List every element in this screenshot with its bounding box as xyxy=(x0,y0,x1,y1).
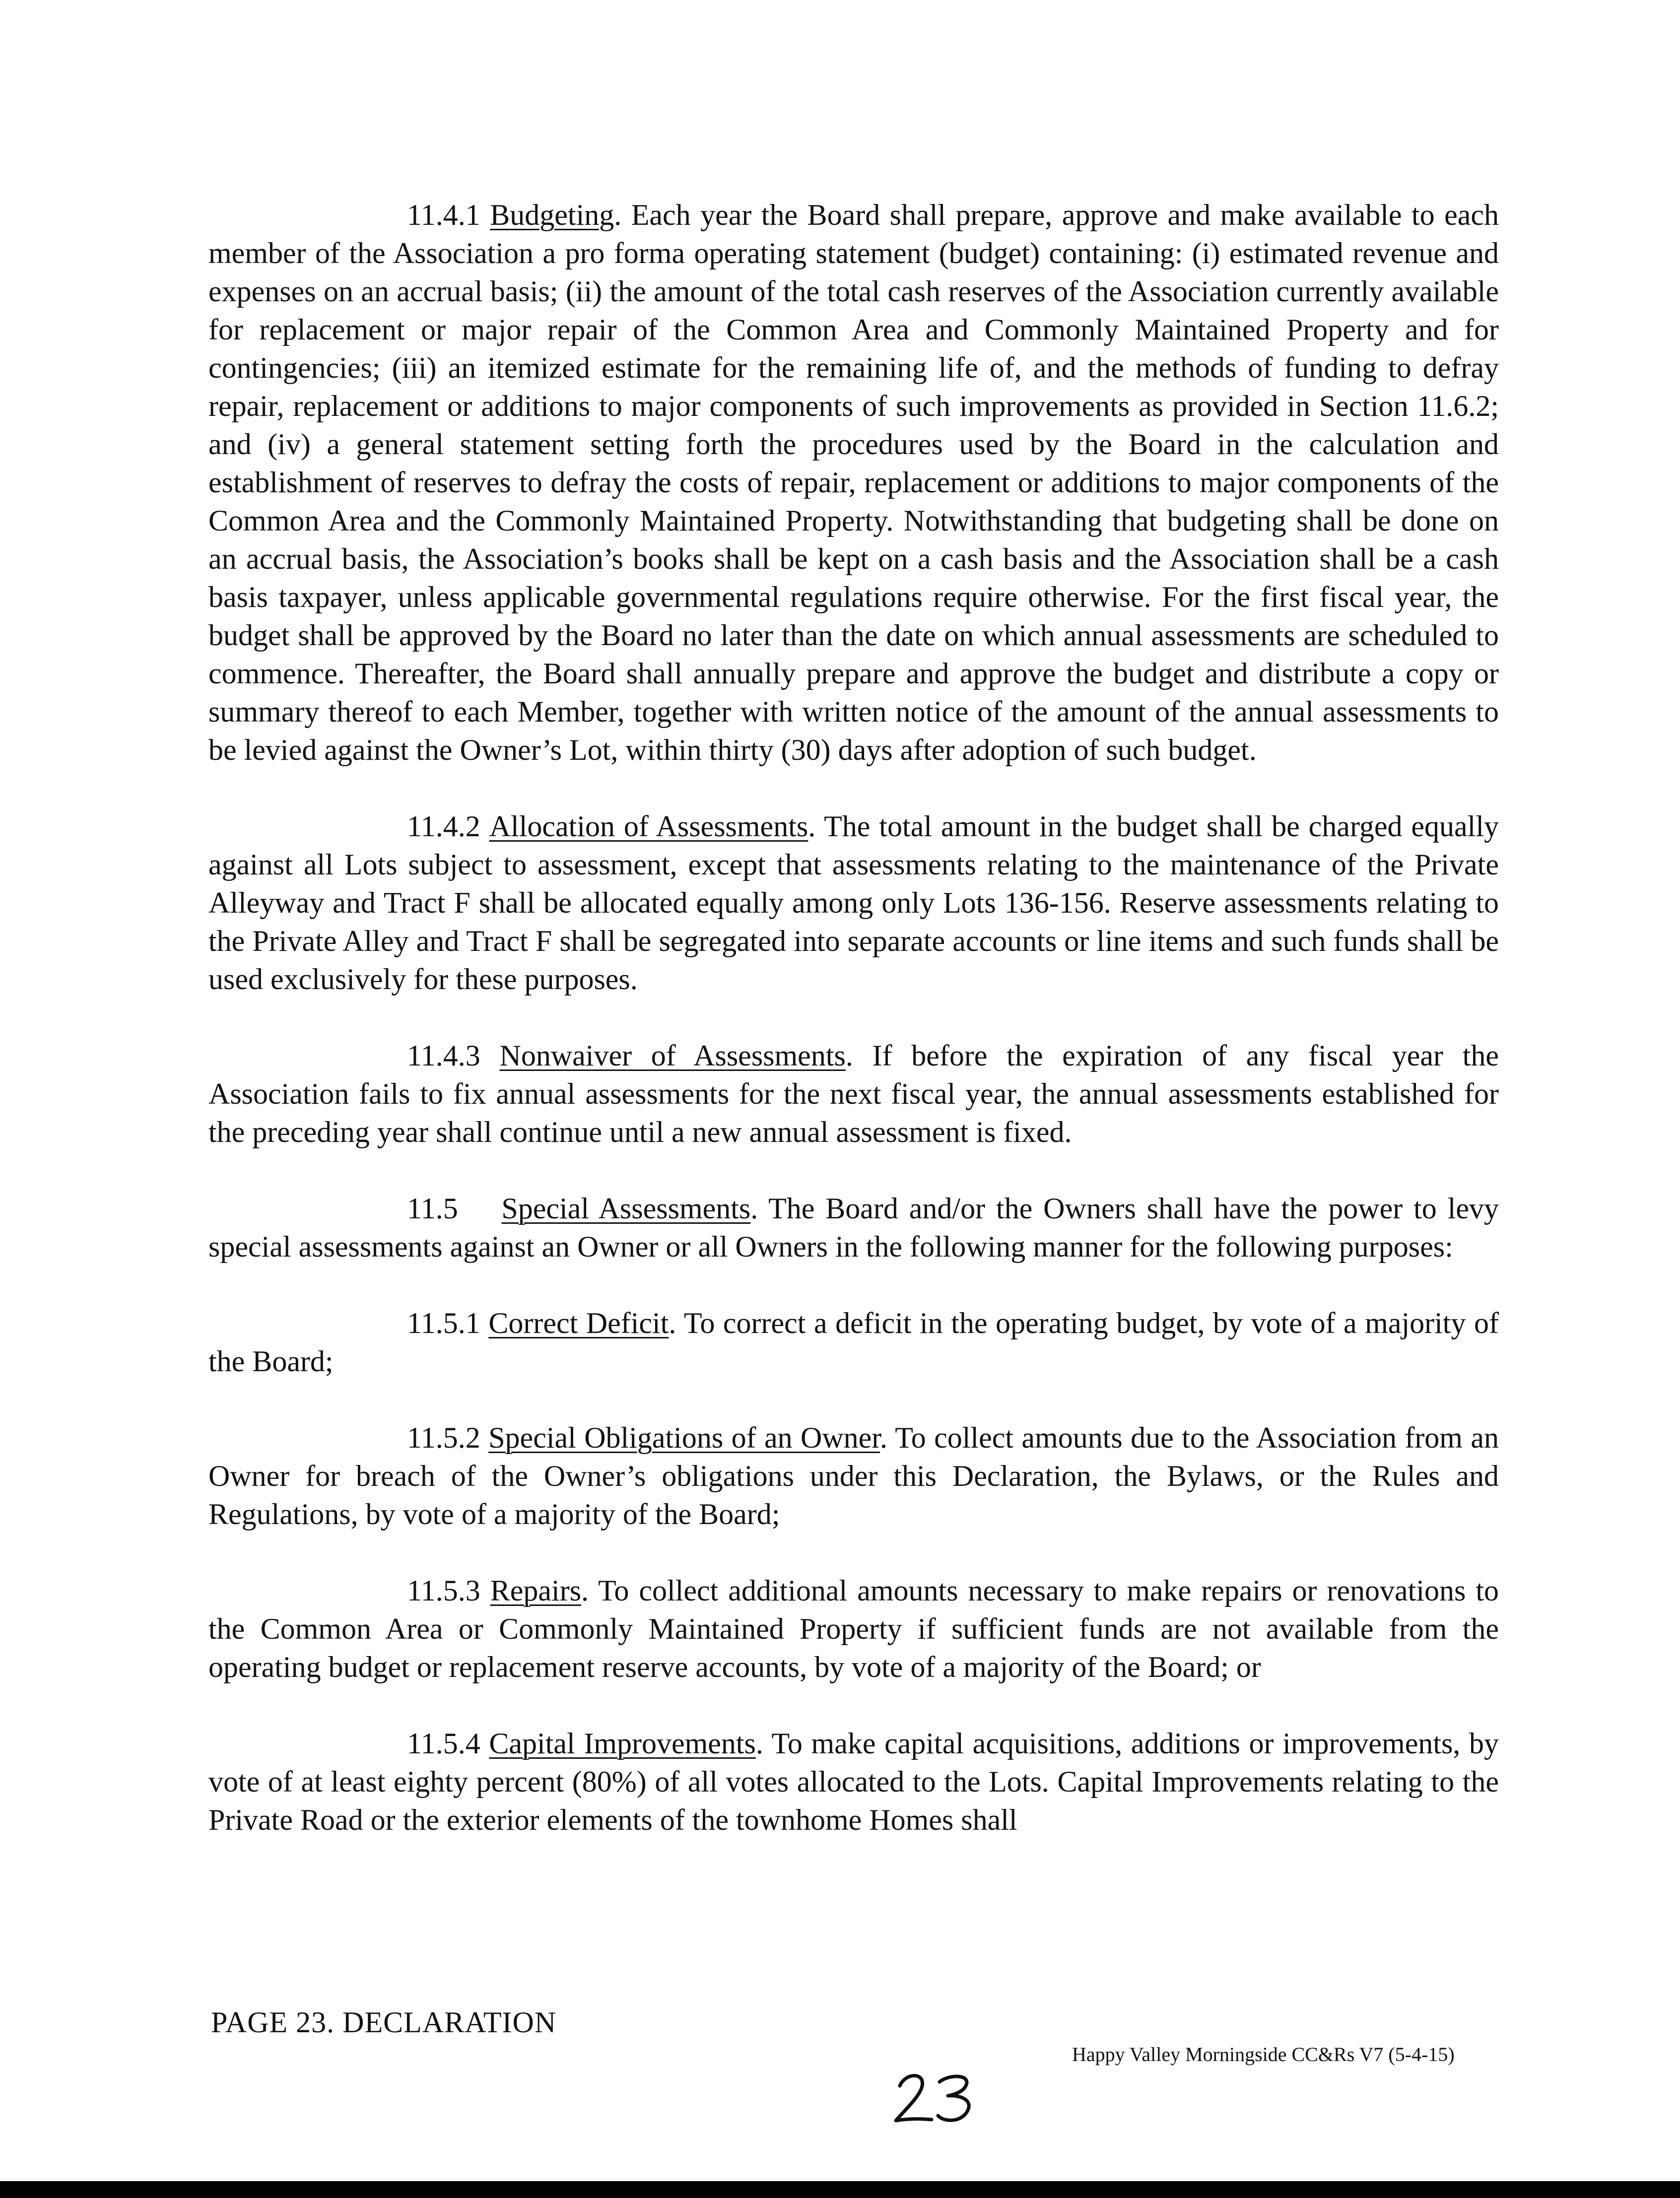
section-number: 11.5 xyxy=(407,1192,458,1225)
section-11-4-2 xyxy=(208,807,1499,999)
section-11-5-1 xyxy=(208,1304,1499,1381)
section-text: . To collect amounts due to the Association from an Owner for breach of the Owner’s obligations under this Declaration, the Bylaws, or the Rules and Regulations, by vote of a majority of the Board; xyxy=(208,1421,1499,1531)
section-number: 11.5.4 xyxy=(407,1727,480,1760)
section-heading: Repairs xyxy=(490,1574,582,1607)
section-number: 11.4.2 xyxy=(407,810,480,843)
section-heading: Special Obligations of an Owner xyxy=(488,1421,880,1454)
section-number: 11.5.3 xyxy=(407,1574,480,1607)
handwritten-page-number xyxy=(891,2067,980,2127)
document-body xyxy=(208,196,1499,1877)
section-number: 11.5.1 xyxy=(407,1307,480,1339)
section-heading: Budgeting xyxy=(490,199,614,231)
section-heading: Capital Improvements xyxy=(489,1727,756,1760)
section-heading: Correct Deficit xyxy=(488,1307,669,1339)
section-number: 11.4.1 xyxy=(407,199,480,231)
section-text: . If before the expiration of any fiscal year the Association fails to fix annual assessments for the next fiscal year, the annual assessments established for the preceding year shall continue until a new annual assessment is fixed. xyxy=(208,1039,1499,1148)
section-text: . The Board and/or the Owners shall have the power to levy special assessments against an Owner or all Owners in the following manner for the following purposes: xyxy=(208,1192,1499,1263)
section-heading: Allocation of Assessments xyxy=(489,810,808,843)
section-11-5-4 xyxy=(208,1725,1499,1839)
section-text: . To collect additional amounts necessary to make repairs or renovations to the Common Area or Commonly Maintained Property if sufficient funds are not available from the operating budget or replacement reserve accounts, by vote of a majority of the Board; or xyxy=(208,1574,1499,1683)
scan-border xyxy=(0,2181,1680,2198)
section-text: . To make capital acquisitions, additions or improvements, by vote of at least eighty percent (80%) of all votes allocated to the Lots. Capital Improvements relating to the Private Road or the exterior elements of the townhome Homes shall xyxy=(208,1727,1499,1836)
section-heading: Special Assessments xyxy=(501,1192,751,1225)
section-number: 11.5.2 xyxy=(407,1421,480,1454)
section-text: . The total amount in the budget shall be charged equally against all Lots subject to assessment, except that assessments relating to the maintenance of the Private Alleyway and Tract F shall be allocated equally among only Lots 136-156. Reserve assessments relating to the Private Alley and Tract F shall be segregated into separate accounts or line items and such funds shall be used exclusively for these purposes. xyxy=(208,810,1499,996)
document-identifier: Happy Valley Morningside CC&Rs V7 (5-4-15) xyxy=(1072,2043,1455,2065)
section-11-4-1 xyxy=(208,196,1499,769)
section-11-4-3 xyxy=(208,1037,1499,1151)
section-11-5-2 xyxy=(208,1419,1499,1533)
section-number: 11.4.3 xyxy=(407,1039,480,1072)
section-11-5-3 xyxy=(208,1572,1499,1686)
section-11-5 xyxy=(208,1190,1499,1266)
section-text: . To correct a deficit in the operating budget, by vote of a majority of the Board; xyxy=(208,1307,1499,1378)
section-text: . Each year the Board shall prepare, approve and make available to each member of the Association a pro forma operating statement (budget) containing: (i) estimated revenue and expenses on an accrual basis; (ii) the amount of the total cash reserves of the Association currently available for replacement or major repair of the Common Area and Commonly Maintained Property and for contingencies; (iii) an itemized estimate for the remaining life of, and the methods of funding to defray repair, replacement or additions to major components of such improvements as provided in Section 11.6.2; and (iv) a general statement setting forth the procedures used by the Board in the calculation and establishment of reserves to defray the costs of repair, replacement or additions to major components of the Common Area and the Commonly Maintained Property. Notwithstanding that budgeting shall be done on an accrual basis, the Association’s books shall be kept on a cash basis and the Association shall be a cash basis taxpayer, unless applicable governmental regulations require otherwise. For the first fiscal year, the budget shall be approved by the Board no later than the date on which annual assessments are scheduled to commence. Thereafter, the Board shall annually prepare and approve the budget and distribute a copy or summary thereof to each Member, together with written notice of the amount of the annual assessments to be levied against the Owner’s Lot, within thirty (30) days after adoption of such budget. xyxy=(208,199,1499,766)
page-footer-label: PAGE 23. DECLARATION xyxy=(211,2006,557,2039)
section-heading: Nonwaiver of Assessments xyxy=(499,1039,846,1072)
